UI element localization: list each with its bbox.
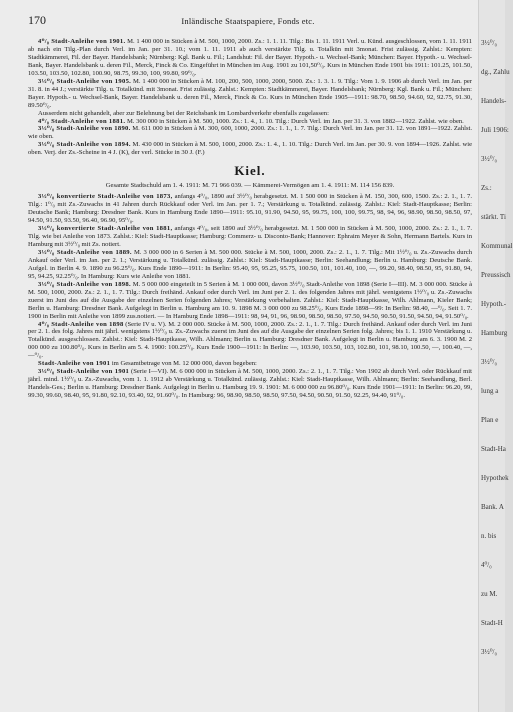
loan-heading: 3½⁰/₀ Stadt-Anleihe von 1905. xyxy=(38,77,132,85)
loan-heading: 4⁰/₀ Stadt-Anleihe von 1881. xyxy=(38,117,126,125)
loan-text: Ausserdem nicht gehandelt, aber zur Belehnung bei der Reichsbank im Lombardverkehr ebenfalls zugelassen: xyxy=(38,109,329,117)
loan-heading: 3½⁰/₀ konvertierte Stadt-Anleihe von 1881, xyxy=(38,225,173,233)
margin-fragment: 3½⁰/₀ xyxy=(481,155,497,163)
loan-entry xyxy=(28,118,472,126)
margin-fragment: Juli 1906: xyxy=(481,126,509,134)
margin-fragment: Zs.: xyxy=(481,184,492,192)
loan-entry xyxy=(28,193,472,225)
loan-entry xyxy=(28,368,472,400)
loan-text: M. 5 000 000 eingeteilt in 5 Serien à M. 1 000 000, davon 3½⁰/₀ Stadt-Anleihe von 1898 (Serie I—III). M. 3 000 000. Stücke à M. 500, 1000, 2000. Zs.: 2. 1., 1. 7. Tilg.: Durch freihänd. Ankauf oder durch Verl. im Juni per 2. 1. des folgenden Jahres mit jährl. wenigstens 1½⁰/₀ u. Zs.-Zuwachs zuerst im Juni des auf die Ausgabe der einzelnen Serien folgenden Jahres; Verstärkung vorbehalten. Zahlst.: Kiel: Stadt-Hauptkasse, Wilh. Ahlmann, Kieler Bank; Berlin u. Hamburg: Dresdner Bank. Aufgelegt in Berlin u. Hamburg am 10. 9. 1898 M. 3 000 000 zu 98.25⁰/₀. Kurs Ende 1898—99: In Berlin: 98.40, —⁰/₀. Seit 1. 7. 1900 in Berlin mit Anleihe von 1899 zus.notiert. — In Hamburg Ende 1898—1911: 98, 94, 91, 96, 98.90, 98.50, 98.50, 97.50, 94.50, 90.50, 91.50, 94.50, 94, 91.50⁰/₀. xyxy=(28,280,472,320)
loan-text: anfangs 4⁰/₀, seit 1890 auf 3½⁰/₀ herabgesetzt. M. 1 500 000 in Stücken à M. 500, 1000, 2000. Zs.: 2. 1., 1. 7. Tilg. wie bei Anleihe von 1873. Zahlst.: Kiel: Stadt-Hauptkasse; Hamburg: Commerz- u. Disconto-Bank; Hannover: Ephraim Meyer & Sohn, Hermann Bartels. Kurs in Hamburg mit 3½⁰/₀ mit Zs. notiert. xyxy=(28,225,472,248)
loan-text: M. 430 000 in Stücken à M. 500, 1000, 2000. Zs.: 1. 4., 1. 10. Tilg.: Durch Verl. im Jan. per 30. 9. von 1894—1926. Zahlst. wie oben. Verj. der Zs.-Scheine in 4 J. (K), der verl. Stücke in 30 J. (F.) xyxy=(28,141,472,157)
loan-heading: 3½⁰/₀ Stadt-Anleihe von 1894. xyxy=(38,141,131,149)
margin-fragment: 4⁰/₀ xyxy=(481,561,492,569)
loan-entry xyxy=(28,360,472,368)
margin-fragment: zu M. xyxy=(481,590,498,598)
margin-fragment: 3½⁰/₀ xyxy=(481,39,497,47)
loan-text: im Gesamtbetrage von M. 12 000 000, davon begeben: xyxy=(111,360,257,368)
section-kiel xyxy=(28,193,472,400)
loan-text: M. 611 000 in Stücken à M. 300, 600, 1000, 2000. Zs.: 1. 1., 1. 7. Tilg.: Durch Verl. im Jan. per 31. 12. von 1891—1922. Zahlst. wie oben. xyxy=(28,125,472,141)
loan-text: (Serie I—VI). M. 6 000 000 in Stücken à M. 500, 1000, 2000. Zs.: 2. 1., 1. 7. Tilg.: Von 1902 ab durch Verl. oder Rückkauf mit jährl. mind. 1½⁰/₀ u. Zs.-Zuwachs, vom 1. 1. 1912 ab Verstärkung u. Totalkünd. zulässig. Zahlst.: Kiel: Stadt-Hauptkasse, Wilh. Ahlmann; Berlin: Seehandlung, Berl. Handels-Ges.; Berlin u. Hamburg: Dresdner Bank. Aufgelegt in Berlin u. Hamburg 19. 9. 1901: M. 6 000 000 zu 96.80⁰/₀. Kurs Ende 1901—1911: In Berlin: 96.20, 99, 99.30, 99.60, 98.40, 95, 91.80, 92.10, 93.40, 92, 91.60⁰/₀. In Hamburg: 96, 98.90, 98.50, 98.50, 97.50, 94.50, 90.50, 91.50, 92.25, 94.40, 91⁰/₀. xyxy=(28,368,472,400)
margin-fragment: Stadt-Ha xyxy=(481,445,506,453)
margin-fragment: Stadt-H xyxy=(481,619,503,627)
margin-fragment: Preussisch xyxy=(481,271,511,279)
page-number: 170 xyxy=(28,13,46,27)
chapter-title: Kiel. xyxy=(234,163,266,179)
loan-entry xyxy=(28,249,472,281)
section-previous-city xyxy=(28,38,472,157)
loan-heading: 4⁰/₀ Stadt-Anleihe von 1898 xyxy=(38,320,124,328)
margin-fragment: stärkt. Ti xyxy=(481,213,506,221)
loan-entry xyxy=(28,281,472,321)
loan-text: M. 1 400 000 in Stücken à M. 500, 1000, 2000. Zs.: 1. 1. 11. Tilg.: Bis 1. 11. 1911 Verl. u. Künd. ausgeschlossen, vom 1. 11. 1911 ab nach ein Tilg.-Plan durch Verl. im Jan. per 31. 10.; vom 1. 11. 1911 ab auch verstärkte Tilg. u. Totalkün mit 3monat. Frist zulässig. Zahlst.: Kempten: Stadtkämmerei, Fil. der Bayer. Handelsbank; Nürnberg: Kgl. Bank u. Fil.; Landshut: Fil. der Bayer. Hypoth.- u. Wechsel-Bank; München: Bayer. Hypoth.- u. Wechsel-Bank, Bayer. Handelsbank u. deren Fil., Merck, Finck & Co. Eingeführt in München im Aug. 1901 zu 101,50⁰/₀. Kurs in München Ende 1901 bis 1911: 101.25, 101.50, 103.50, 103.50, 102.80, 100.90, 98.75, 99.30, 100, 99.80, 99⁰/₀. xyxy=(28,38,472,77)
margin-fragment: Handels- xyxy=(481,97,507,105)
margin-fragment: Hamburg xyxy=(481,329,508,337)
margin-fragment: Kommunal xyxy=(481,242,513,250)
loan-heading: 3½⁰/₀ konvertierte Stadt-Anleihe von 1873, xyxy=(38,193,173,201)
margin-fragment: 3½⁰/₀ xyxy=(481,358,497,366)
running-title: Inländische Staatspapiere, Fonds etc. xyxy=(181,16,315,26)
margin-fragment: lung a xyxy=(481,387,499,395)
margin-fragment: dg., Zahlu xyxy=(481,68,510,76)
margin-fragment: n. bis xyxy=(481,532,497,540)
loan-entry xyxy=(28,125,472,141)
loan-heading: 4⁰/₀ Stadt-Anleihe von 1901. xyxy=(38,38,126,45)
margin-fragment: Hypoth.- xyxy=(481,300,507,308)
loan-entry xyxy=(28,321,472,361)
loan-entry xyxy=(28,38,472,78)
adjacent-page-margin xyxy=(478,0,513,712)
loan-text: M. 3 000 000 in 6 Serien à M. 500 000. Stücke à M. 500, 1000, 2000. Zs.: 2. 1., 1. 7. Tilg.: Mit 1½⁰/₀ u. Zs.-Zuwachs durch Ankauf oder Verl. im Jan. per 2. 1.; Verstärkung u. Totalkünd. zulässig. Zahlst.: Kiel: Stadt-Hauptkasse; Berlin: Seehandlung; Berlin u. Hamburg: Deutsche Bank. Aufgel. in Berlin 4. 9. 1890 zu 96.25⁰/₀. Kurs Ende 1890—1911: In Berlin: 95.40, 95, 95.25, 95.75, 100.50, 101, 101.40, 100, —, 99.20, 98.40, 98.50, 95, 91.80, 94, 95, 94.25, 92.25⁰/₀. In Hamburg: Kurs wie Anleihe von 1881. xyxy=(28,248,472,280)
margin-fragment: Plan e xyxy=(481,416,499,424)
page-body xyxy=(28,38,472,400)
loan-text: M. 1 400 000 in Stücken à M. 100, 200, 500, 1000, 2000, 5000. Zs.: 1. 3. 1. 9. Tilg.: Vom 1. 9. 1906 ab durch Verl. im Jan. per 31. 8. in 44 J.; verstärkte Tilg. u. Totalkünd. mit 3monat. Frist zulässig. Zahlst.: Kempten: Stadtkämmerei, Bayer. Handelsbank; Nürnberg: Kgl. Bank u. Fil.; München: Bayer. Hypoth.- u. Wechsel-Bank, Bayer. Handelsbank u. deren Fil., Merck, Finck & Co. Kurs in München Ende 1905—1911: 98.70, 98.50, 94.60, 92, 92.75, 91.30, 89.50⁰/₀. xyxy=(28,77,472,109)
loan-heading: 3½⁰/₀ Stadt-Anleihe von 1898. xyxy=(38,280,131,288)
loan-entry xyxy=(28,110,472,118)
loan-entry xyxy=(28,78,472,110)
loan-heading: 3½⁰/₀ Stadt-Anleihe von 1901 xyxy=(38,368,130,376)
loan-heading: Stadt-Anleihe von 1901 xyxy=(38,360,111,368)
margin-fragment: Bank. A xyxy=(481,503,504,511)
margin-fragment: Hypothek xyxy=(481,474,509,482)
loan-entry xyxy=(28,225,472,249)
loan-heading: 3½⁰/₀ Stadt-Anleihe von 1890. xyxy=(38,125,131,133)
chapter-subtitle: Gesamte Stadtschuld am 1. 4. 1911: M. 71 966 039. — Kämmerei-Vermögen am 1. 4. 1911: M. 114 156 839. xyxy=(105,182,395,190)
loan-entry xyxy=(28,141,472,157)
loan-text: M. 300 000 in Stücken à M. 500, 1000. Zs.: 1. 4., 1. 10. Tilg.: Durch Verl. im Jan. per 31. 3. von 1882—1922. Zahlst. wie oben. xyxy=(126,117,464,125)
margin-fragment: 3½⁰/₀ xyxy=(481,648,497,656)
loan-text: (Serie IV u. V). M. 2 000 000. Stücke à M. 500, 1000, 2000. Zs.: 2. 1., 1. 7. Tilg.: Durch freihänd. Ankauf oder durch Verl. im Juni per 2. 1. des folg. Jahres mit jährl. wenigstens 1½⁰/₀ u. Zs.-Zuwachs zuerst im Juni des auf die Ausgabe der einzelnen Serien folg. Jahres; bis 1. 1. 1910 Verstärkung u. Totalkünd. ausgeschlossen. Zahlst.: Kiel: Stadt-Hauptkasse, Wilh. Ahlmann; Berlin u. Hamburg: Dresdner Bank. Aufgelegt in Berlin u. Hamburg am 6. 3. 1900 M. 2 000 000 zu 100.80⁰/₀. Kurs in Berlin am 5. 4. 1900: 100.25⁰/₀. Kurs Ende 1900—1911: In Berlin: —, 103.90, 103.50, 103, 102.80, 101, 98.10, 100.50, —, 100.40, —, —⁰/₀. xyxy=(28,320,472,360)
loan-text: anfangs 4⁰/₀, 1890 auf 3½⁰/₀ herabgesetzt. M. 1 500 000 in Stücken à M. 150, 300, 600, 1500. Zs.: 2. 1., 1. 7. Tilg.: 1⁰/₀ mit Zs.-Zuwachs in 41 Jahren durch Rückkauf oder Verl. im Jan. per 1. 7.; Verstärkung u. Totalkünd. zulässig. Zahlst.: Kiel: Stadt-Hauptkasse; Berlin: Deutsche Bank; Hamburg: Dresdner Bank. Kurs in Hamburg Ende 1890—1911: 95.10, 91.90, 94.50, 95, 99.75, 100, 100, 99.75, 98, 94, 96, 98.90, 98.50, 98.50, 97, 94.50, 91.50, 93.50, 96.40, 96.90, 95⁰/₀. xyxy=(28,193,472,225)
loan-heading: 3½⁰/₀ Stadt-Anleihe von 1889. xyxy=(38,248,132,256)
